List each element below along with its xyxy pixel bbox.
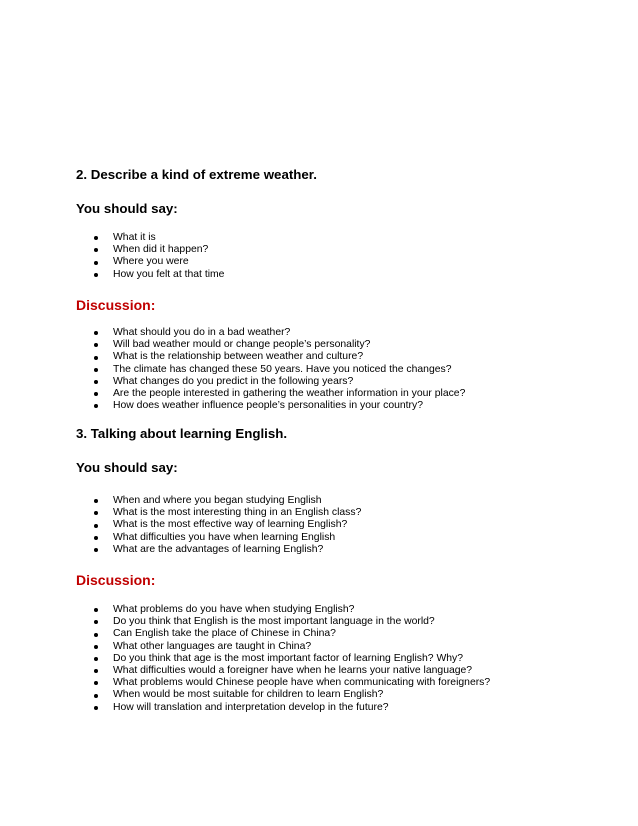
section-3-discussion-label: Discussion: (76, 572, 156, 588)
list-item: What should you do in a bad weather? (0, 327, 465, 339)
list-item: Do you think that age is the most important factor of learning English? Why? (0, 653, 490, 665)
bullet-icon (94, 404, 98, 408)
list-item: What changes do you predict in the following years? (0, 376, 465, 388)
bullet-icon (94, 669, 98, 673)
bullet-icon (94, 706, 98, 710)
list-item: Are the people interested in gathering the weather information in your place? (0, 388, 465, 400)
bullet-icon (94, 236, 98, 240)
bullet-icon (94, 368, 98, 372)
bullet-icon (94, 681, 98, 685)
list-item: How does weather influence people’s personalities in your country? (0, 400, 465, 412)
list-item: What it is (0, 232, 224, 244)
bullet-icon (94, 343, 98, 347)
list-item: What difficulties would a foreigner have when he learns your native language? (0, 665, 490, 677)
list-item: When and where you began studying English (0, 495, 361, 507)
list-item: What is the relationship between weather and culture? (0, 351, 465, 363)
list-item: Will bad weather mould or change people’s personality? (0, 339, 465, 351)
bullet-icon (94, 524, 98, 528)
bullet-icon (94, 380, 98, 384)
bullet-icon (94, 273, 98, 277)
section-2-discussion-label: Discussion: (76, 297, 156, 313)
list-item: How you felt at that time (0, 269, 224, 281)
section-2-prompt-label: You should say: (76, 201, 178, 216)
bullet-icon (94, 608, 98, 612)
bullet-icon (94, 645, 98, 649)
bullet-icon (94, 499, 98, 503)
section-2-discussion-list (0, 327, 465, 412)
list-item: What difficulties you have when learning English (0, 532, 361, 544)
bullet-icon (94, 633, 98, 637)
list-item: What are the advantages of learning English? (0, 544, 361, 556)
list-item: Can English take the place of Chinese in China? (0, 628, 490, 640)
list-item: The climate has changed these 50 years. Have you noticed the changes? (0, 364, 465, 376)
list-item: What is the most interesting thing in an English class? (0, 507, 361, 519)
bullet-icon (94, 694, 98, 698)
list-item: What problems do you have when studying English? (0, 604, 490, 616)
section-2-prompt-list (0, 232, 224, 281)
bullet-icon (94, 392, 98, 396)
bullet-icon (94, 536, 98, 540)
list-item: What problems would Chinese people have when communicating with foreigners? (0, 677, 490, 689)
list-item: Do you think that English is the most important language in the world? (0, 616, 490, 628)
section-3-prompt-label: You should say: (76, 460, 178, 475)
section-2-title: 2. Describe a kind of extreme weather. (76, 167, 317, 182)
bullet-icon (94, 248, 98, 252)
bullet-icon (94, 331, 98, 335)
section-3-discussion-list (0, 604, 490, 714)
list-item: How will translation and interpretation develop in the future? (0, 702, 490, 714)
list-item: Where you were (0, 256, 224, 268)
list-item: What other languages are taught in China? (0, 641, 490, 653)
bullet-icon (94, 511, 98, 515)
bullet-icon (94, 356, 98, 360)
list-item: When did it happen? (0, 244, 224, 256)
section-3-prompt-list (0, 495, 361, 556)
list-item: What is the most effective way of learning English? (0, 519, 361, 531)
bullet-icon (94, 261, 98, 265)
bullet-icon (94, 657, 98, 661)
bullet-icon (94, 620, 98, 624)
section-3-title: 3. Talking about learning English. (76, 426, 288, 441)
bullet-icon (94, 548, 98, 552)
list-item: When would be most suitable for children to learn English? (0, 689, 490, 701)
